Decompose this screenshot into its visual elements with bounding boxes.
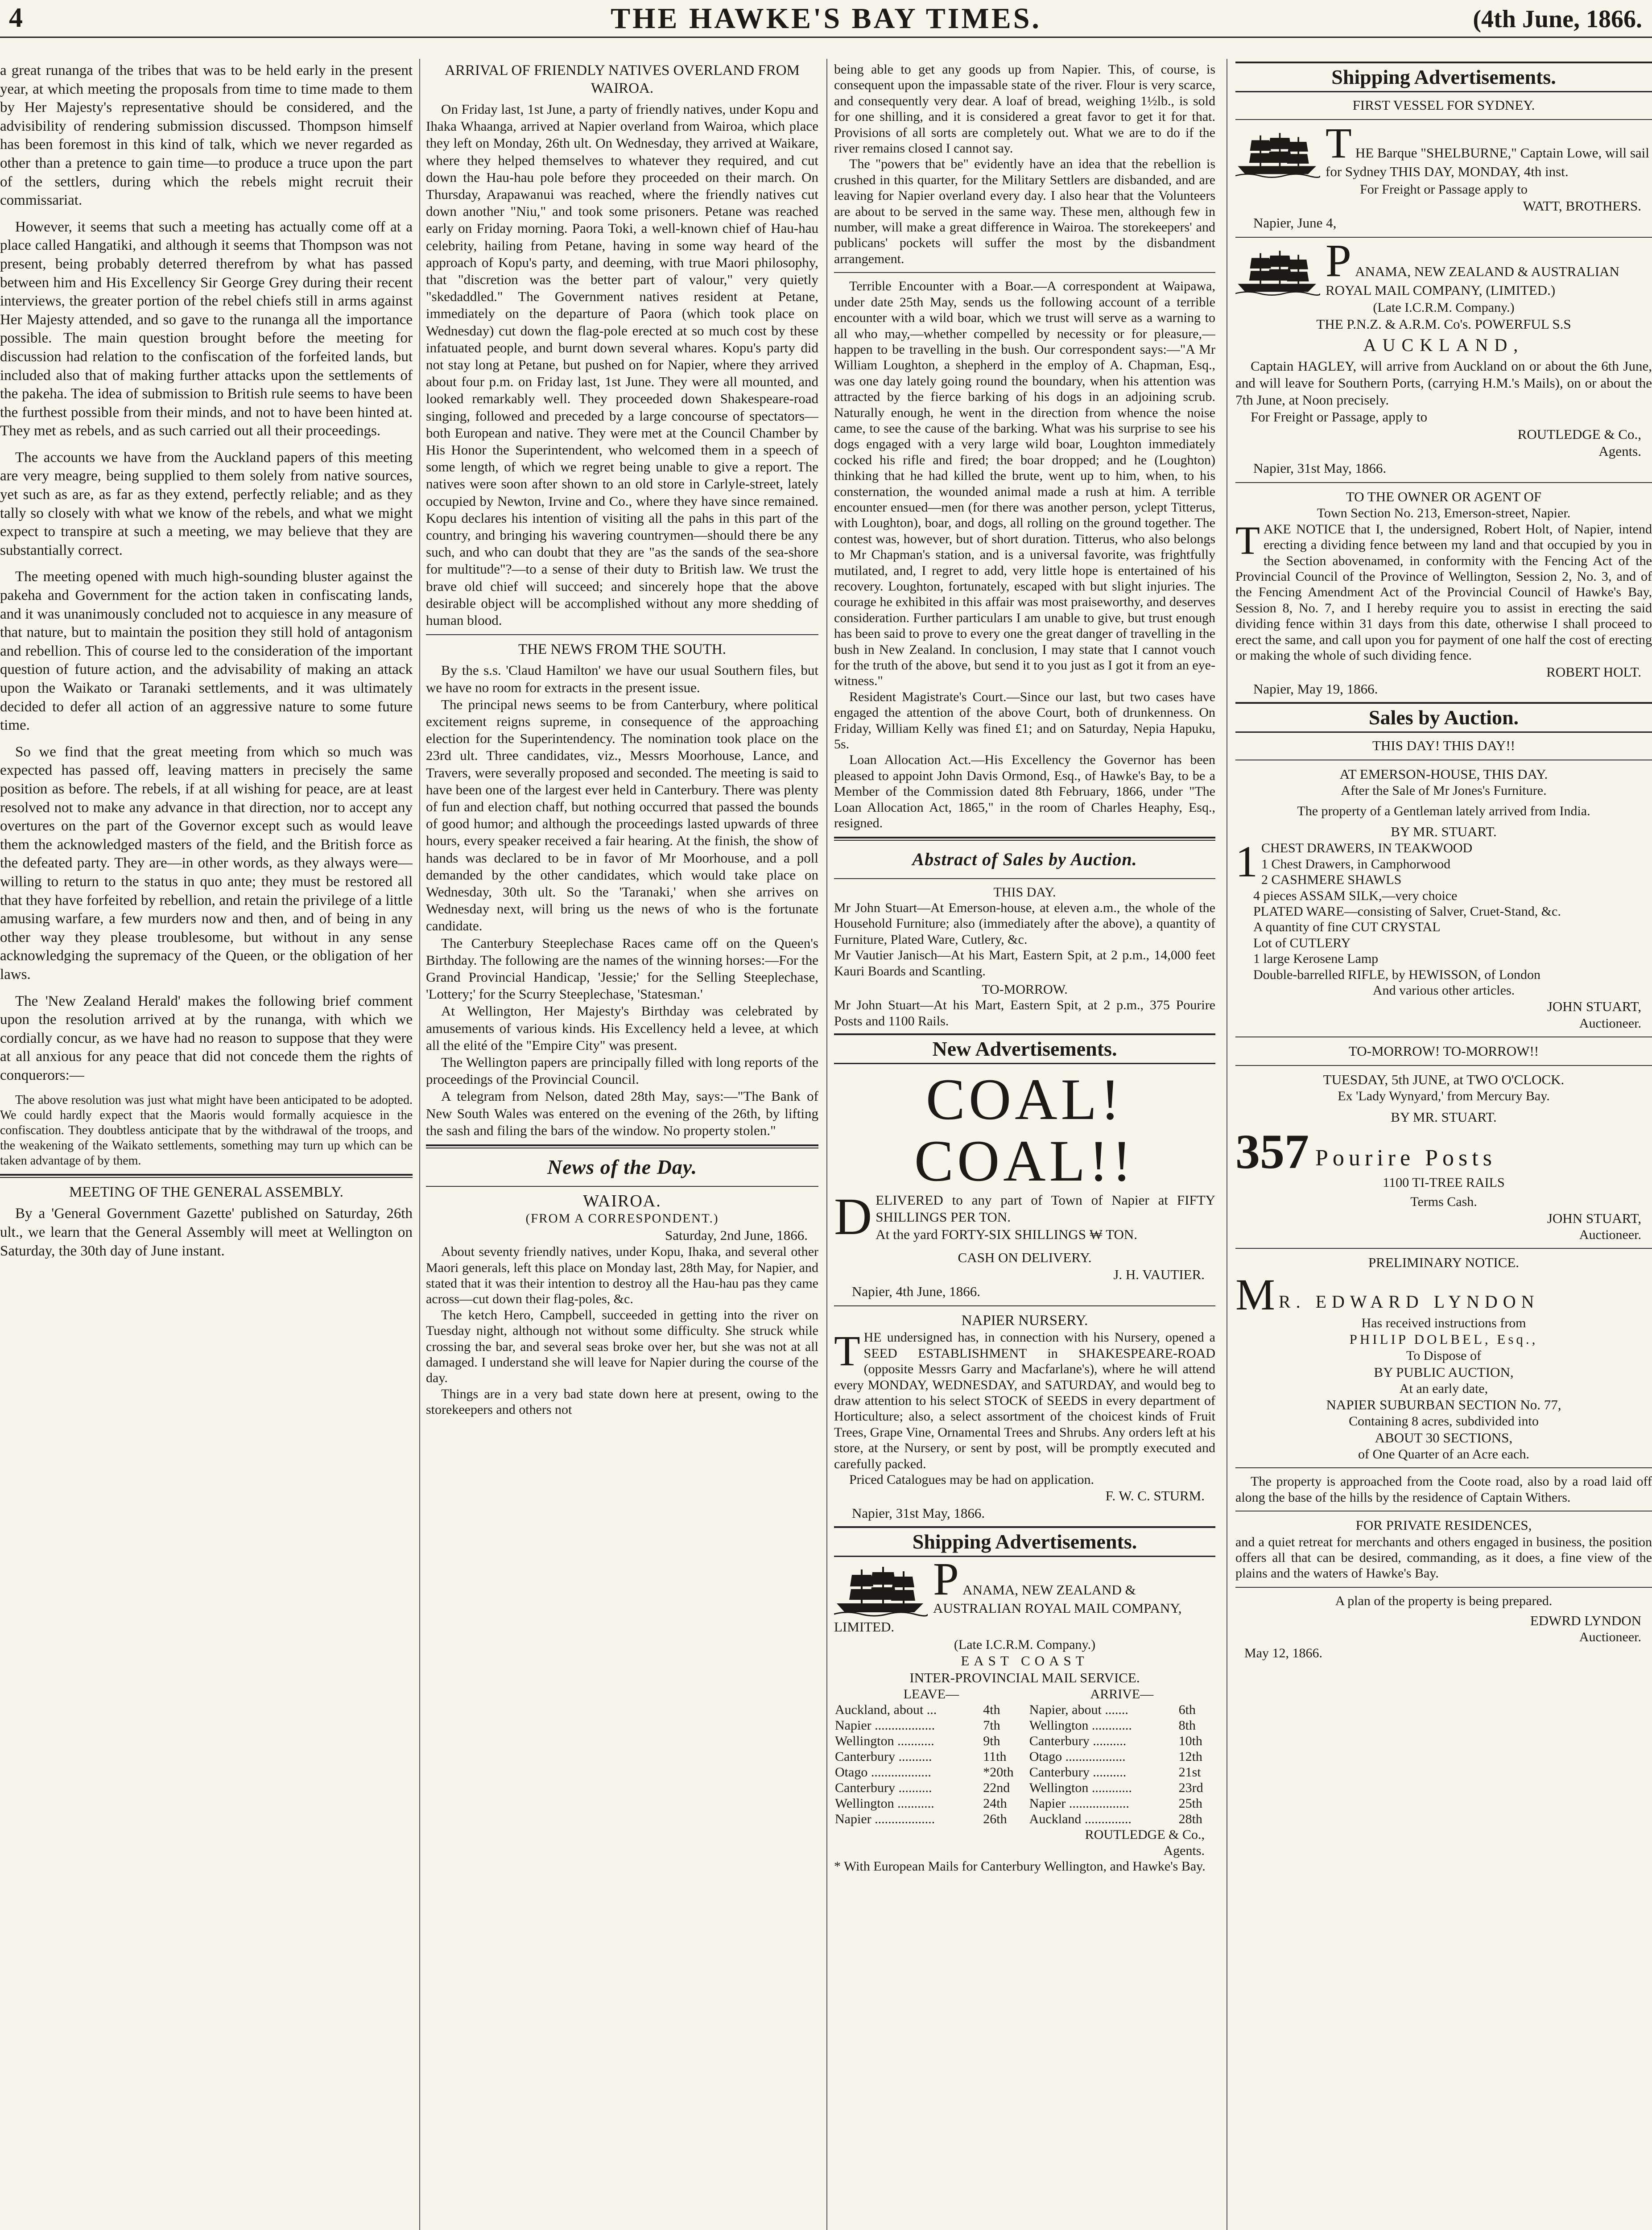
ad-date: Napier, 31st May, 1866. <box>1253 460 1387 476</box>
article-paragraph: The Wellington papers are principally filled with long reports of the proceedings of the Provincial Council. <box>426 1054 818 1087</box>
agents-label: Agents. <box>1163 1843 1205 1858</box>
shelburne-ad <box>1235 119 1652 181</box>
nursery-heading: NAPIER NURSERY. <box>961 1313 1088 1329</box>
article-paragraph: On Friday last, 1st June, a party of friendly natives, under Kopu and Ihaka Whaanga, arrived at Napier overland from Wairoa, which place they left on Monday, 26th ult. On Wednesday, they arrived at Waikare, where they helped themselves to whatever they required, and cut down the Hau-hau pole before they proceeded on their march. On Thursday, Arapawanui was reached, where the friendly natives cut down another "Niu," and took some prisoners. Petane was reached early on Friday morning. Paora Toki, a well-known chief of Hau-hau celebrity, hailing from Petane, having in some way heard of the approach of Kopu's party, and deeming, with true Maori philosophy, that "discretion was the better part of valour," very quietly "skedaddled." The Government natives resident at Petane, immediately on the departure of Paora (which took place on Wednesday) cut down the flag-pole erected at so much cost by these infatuated people, and burnt down several whares. Kopu's party did not stay long at Petane, but pushed on for Napier, where they arrived about four p.m. on Friday last, 1st June. They were all mounted, and looked remarkably well. They proceeded down Shakespeare-road singing, followed and preceded by a large concourse of spectators—both European and native. They were met at the Council Chamber by His Honor the Superintendent, who welcomed them in a speech of some length, of which we regret being unable to give a report. The natives were soon after shown to an old store in Carlyle-street, lately occupied by Newton, Irvine and Co., where they have since remained. Kopu declares his intention of visiting all the pahs in this part of the country, and bringing his wavering countrymen—should there be any such, and who can doubt that they are "as the sands of the sea-shore for multitude"?—to a sense of their duty to British law. We trust the brave old chief will succeed; and sincerely hope that the above desirable object will be accomplished without any more shedding of human blood. <box>426 101 818 628</box>
ad-text: ANAMA, NEW ZEALAND & AUSTRALIAN ROYAL MAIL COMPANY, LIMITED. <box>834 1582 1182 1635</box>
article-paragraph: So we find that the great meeting from which so much was expected has passed off, leaving matters in precisely the same position as before. The rebels, if at all wishing for peace, are at least resolved not to make any advance in that direction, nor to accept any overtures on the part of the Governor except such as would leave them the acknowledged masters of the field, and the British force as the defeated party. They are—in other words, as they always were—willing to return to the status in quo ante; they must be restored all that they have forfeited by rebellion, and retain the privilege of a little amusing warfare, a few murders now and then, and of being in any other way they please troublesome, but without in any sense acknowledging the supremacy of the Queen, or the obligation of her laws. <box>0 743 413 983</box>
article-paragraph: The principal news seems to be from Canterbury, where political excitement reigns supreme, in consequence of the approaching election for the Superintendency. The nomination took place on the 23rd ult. Three candidates, viz., Messrs Moorhouse, Lance, and Travers, were severally proposed and seconded. The meeting is said to have been one of the largest ever held in Canterbury. There was plenty of fun and election chaff, but nothing occurred that passed the bounds of good humor; and although the proceedings lasted upwards of three hours, every speaker received a fair hearing. At the finish, the show of hands was declared to be in favor of Mr Moorhouse, and a poll demanded by the other candidates, which would take place on Wednesday, 30th ult. So the 'Taranaki,' when she arrives on Wednesday next, will bring us the news of who is the fortunate candidate. <box>426 696 818 934</box>
article-paragraph: Terrible Encounter with a Boar.—A correspondent at Waipawa, under date 25th May, sends us the following account of a terrible encounter with a wild boar, which we trust will serve as a warning to all who may,—whether compelled by necessity or for pleasure,—happen to be travelling in the bush. Our correspondent says:—"A Mr William Loughton, a shepherd in the employ of A. Chapman, Esq., was one day lately going round the boundary, when his attention was attracted by the fierce barking of his dogs in an adjoining scrub. Naturally enough, he went in the direction from whence the noise came, to see the cause of the barking. What was his surprise to see his dogs engaged with a very large wild boar, Loughton immediately cocked his rifle and fired; the boar dropped; and he (Loughton) thinking that he had killed the brute, went up to him, when, to his consternation, the wounded animal made a rush at him. A terrible encounter ensued—men (for there was another person, yclept Titterus, with Loughton), boar, and dogs, all rolling on the ground together. The contest was, however, but of short duration. Titterus, who also belongs to Mr Chapman's station, and is a universal favorite, was frightfully mutilated, and, I regret to add, very little hope is entertained of his recovery. Loughton, fortunately, escaped with but slight injuries. The courage he exhibited in this affair was most praiseworthy, and deserves consideration. Further particulars I am unable to give, but trust enough has been said to prove to every one the great danger of travelling in the bush in New Zealand. In conclusion, I may state that I cannot vouch for the truth of the above, but send it to you just as I got it from an eye-witness." <box>834 279 1215 689</box>
table-cell: 21st <box>1178 1765 1201 1780</box>
nursery-ad <box>834 1327 1215 1472</box>
advertiser-name: J. H. VAUTIER. <box>1113 1266 1205 1282</box>
auctioneer-line: BY MR. STUART. <box>1391 824 1497 840</box>
article-paragraph: However, it seems that such a meeting has actually come off at a place called Hangatiki, and although it seems that Thompson was not present, being probably deterred therefrom by what has passed between him and His Excellency Sir George Grey during their recent interviews, the greater portion of the rebel chiefs still in arms against Her Majesty attended, and so gave to the runanga all the importance possible. The main question brought before the meeting for discussion had relation to the confiscation of the forfeited lands, but included also that of making further attacks upon the settlements of the pakeha. The idea of submission to British rule seems to have been the furthest possible from their minds, and not to have been hinted at. They met as rebels, and as such carried out all their proceedings. <box>0 219 413 439</box>
ad-text: of One Quarter of an Acre each. <box>1358 1447 1529 1462</box>
table-cell: Canterbury .......... <box>835 1780 932 1796</box>
ad-text: Containing 8 acres, subdivided into <box>1349 1414 1539 1429</box>
article-paragraph: being able to get any goods up from Napier. This, of course, is consequent upon the impassable state of the river. Flour is very scarce, and consequently very dear. A loaf of bread, weighing 1½lb., is sold for one shilling, and it is considered a great favor to get it for that. Provisions of all sorts are completely out. What we are to do if the river remains closed I cannot say. <box>834 62 1215 156</box>
column-divider <box>419 59 420 2230</box>
sale-note: After the Sale of Mr Jones's Furniture. <box>1341 783 1547 798</box>
advertiser-name: JOHN STUART, <box>1547 999 1641 1015</box>
auctioneer-line: BY MR. STUART. <box>1391 1109 1497 1125</box>
table-cell: Canterbury .......... <box>835 1749 932 1764</box>
section-rule <box>426 1144 818 1148</box>
lyndon-heading <box>1235 1269 1652 1319</box>
this-day-label: THIS DAY! THIS DAY!! <box>1372 737 1516 753</box>
section-rule <box>834 1305 1215 1306</box>
ad-text: Has received instructions from <box>1361 1315 1526 1330</box>
column-2 <box>426 62 818 2230</box>
drop-cap: T <box>1326 119 1352 167</box>
article-paragraph: The accounts we have from the Auckland papers of this meeting are very meagre, being supplied to them solely from native sources, yet such as are, as far as they extend, perfectly reliable; and as they tally so closely with what we know of the rebels, and what we might expect to transpire at such a meeting, we may believe that they are substantially correct. <box>0 449 413 558</box>
table-cell: 28th <box>1178 1812 1202 1827</box>
table-cell: 7th <box>983 1718 1000 1733</box>
lot-description: Pourire Posts <box>1315 1145 1496 1171</box>
table-cell: Auckland .............. <box>1029 1812 1132 1827</box>
posts-lot <box>1235 1124 1652 1179</box>
column-3 <box>834 62 1215 2230</box>
table-row <box>834 1811 1215 1827</box>
ad-text: BY PUBLIC AUCTION, <box>1374 1364 1514 1380</box>
list-item: 4 pieces ASSAM SILK,—very choice <box>1253 888 1458 903</box>
table-cell: Otago .................. <box>835 1765 931 1780</box>
shipping-advertisements-heading: Shipping Advertisements. <box>1235 62 1652 92</box>
sale-note: The property of a Gentleman lately arrived from India. <box>1297 803 1590 818</box>
table-cell: 10th <box>1178 1734 1202 1749</box>
ad-text: HE undersigned has, in connection with his Nursery, opened a SEED ESTABLISHMENT in SHAKESPEARE-ROAD (opposite Messrs Garry and Macfarlane's), where he will attend every MONDAY, WEDNESDAY, and SATURDAY, and would beg to draw attention to his select STOCK of SEEDS in every department of Horticulture; also, a select assortment of the choicest kinds of Fruit Trees, Grape Vine, Ornamental Trees and Shrubs. Any orders left at his store, at the Nursery, or sent by post, will be promptly executed and carefully packed. <box>834 1330 1215 1471</box>
shipping-advertisements-heading: Shipping Advertisements. <box>834 1526 1215 1557</box>
article-paragraph: About seventy friendly natives, under Kopu, Ihaka, and several other Maori generals, left this place on Monday last, 28th May, for Napier, and stated that it was their intention to destroy all the Hau-hau pas they came across—cut down their flag-poles, &c. <box>426 1244 818 1307</box>
drop-cap: T <box>1235 518 1260 563</box>
table-cell: Auckland, about ... <box>835 1702 937 1718</box>
ad-text: Captain HAGLEY, will arrive from Auckland on or about the 6th June, and will leave for Southern Ports, (carrying H.M.'s Mails), on or about the 7th June, at Noon precisely. <box>1235 358 1652 408</box>
ad-text: At the yard FORTY-SIX SHILLINGS ₩ TON. <box>876 1226 1138 1242</box>
list-item: 1 Chest Drawers, in Camphorwood <box>1261 856 1451 871</box>
table-header: LEAVE— <box>903 1687 959 1702</box>
article-paragraph: A telegram from Nelson, dated 28th May, says:—"The Bank of New South Wales was entered on the evening of the 26th, by lifting the sash and filing the bars of the window. No property stolen." <box>426 1088 818 1138</box>
section-rule <box>1235 1065 1652 1066</box>
table-row <box>834 1702 1215 1718</box>
mail-service-title: INTER-PROVINCIAL MAIL SERVICE. <box>909 1670 1140 1686</box>
first-vessel-heading: FIRST VESSEL FOR SYDNEY. <box>1352 97 1535 113</box>
table-row <box>834 1749 1215 1764</box>
list-item: CHEST DRAWERS, IN TEAKWOOD <box>1261 841 1473 856</box>
section-rule <box>834 272 1215 273</box>
list-item: PLATED WARE—consisting of Salver, Cruet-Stand, &c. <box>1253 904 1561 919</box>
ad-text: ELIVERED to any part of Town of Napier at FIFTY SHILLINGS PER TON. <box>876 1192 1215 1225</box>
section-rule <box>834 878 1215 879</box>
article-paragraph: Loan Allocation Act.—His Excellency the Governor has been pleased to appoint John Davis Ormond, Esq., of Hawke's Bay, to be a Member of the Commission dated 8th February, 1866, under "The Loan Allocation Act, 1865," in the room of Charles Heaphy, Esq., resigned. <box>834 752 1215 831</box>
quoted-comment: The above resolution was just what might have been anticipated to be adopted. We could hardly expect that the Maoris would formally acquiesce in the confiscation. They doubtless anticipate that by the withdrawal of the troops, and the weakening of the Waikato settlements, something may turn up which can be taken advantage of by them. <box>0 1093 413 1168</box>
sale-listing: Mr Vautier Janisch—At his Mart, Eastern Spit, at 2 p.m., 14,000 feet Kauri Boards and Scantling. <box>834 948 1215 979</box>
schedule-footnote: * With European Mails for Canterbury Wellington, and Hawke's Bay. <box>834 1859 1206 1874</box>
agent-name: ROUTLEDGE & Co., <box>1085 1827 1205 1842</box>
advertiser-name: EDWRD LYNDON <box>1530 1613 1641 1629</box>
cash-on-delivery: CASH ON DELIVERY. <box>958 1249 1092 1265</box>
table-cell: 26th <box>983 1812 1007 1827</box>
table-cell: Wellington ........... <box>835 1796 934 1811</box>
article-paragraph: The Canterbury Steeplechase Races came off on the Queen's Birthday. The following are the names of the winning horses:—For the Grand Provincial Handicap, 'Jessie;' for the Selling Steeplechase, 'Lottery;' for the Scurry Steeplechase, 'Statesman.' <box>426 935 818 1002</box>
ad-text: The property is approached from the Coote road, also by a road laid off along the base of the hills by the residence of Captain Withers. <box>1235 1474 1652 1505</box>
article-paragraph: The meeting opened with much high-sounding bluster against the pakeha and Government for the action taken in confiscating lands, and it was unanimously concluded not to acquiesce in any measure of that nature, but to maintain the position they still hold of antagonism and rebellion. This of course led to the consideration of the important question of future action, and the advisability of making an attack upon the Waikato or Taranaki settlements, and it was ultimately decided to defer all action of an aggressive nature to some future time. <box>0 569 413 734</box>
table-cell: 9th <box>983 1734 1000 1749</box>
coal-headline: COAL! COAL!! <box>914 1066 1136 1194</box>
ad-text: ABOUT 30 SECTIONS, <box>1375 1429 1513 1445</box>
table-cell: Wellington ............ <box>1029 1780 1132 1796</box>
notice-heading: TO THE OWNER OR AGENT OF <box>1346 489 1542 505</box>
table-cell: Otago .................. <box>1029 1749 1126 1764</box>
east-coast: EAST COAST <box>961 1653 1089 1669</box>
table-row <box>834 1796 1215 1811</box>
table-cell: Napier .................. <box>835 1718 935 1733</box>
article-paragraph: By the s.s. 'Claud Hamilton' we have our usual Southern files, but we have no room for extracts in the present issue. <box>426 662 818 695</box>
sale-listing: Mr John Stuart—At Emerson-house, at eleven a.m., the whole of the Household Furniture; also (immediately after the above), a quantity of Furniture, Plated Ware, Cutlery, &c. <box>834 900 1215 947</box>
mail-schedule-table <box>834 1686 1215 1827</box>
fence-notice <box>1235 518 1652 664</box>
lot-list <box>1235 837 1652 998</box>
sale-note: Ex 'Lady Wynyard,' from Mercury Bay. <box>1338 1089 1550 1104</box>
ad-text: THE P.N.Z. & A.R.M. Co's. POWERFUL S.S <box>1316 316 1571 332</box>
auctioneer-name: R. EDWARD LYNDON <box>1278 1291 1540 1312</box>
section-rule <box>426 634 818 635</box>
abstract-sales-heading: Abstract of Sales by Auction. <box>912 849 1137 869</box>
sale-location: AT EMERSON-HOUSE, THIS DAY. <box>1339 766 1548 782</box>
lot-description: 1100 TI-TREE RAILS <box>1383 1175 1505 1190</box>
section-rule <box>1235 482 1652 483</box>
panama-ad <box>834 1553 1215 1637</box>
advertiser-name: WATT, BROTHERS. <box>1523 198 1641 214</box>
drop-cap: D <box>834 1187 872 1246</box>
column-divider <box>826 59 827 2230</box>
ad-text: Priced Catalogues may be had on application. <box>849 1472 1094 1487</box>
tomorrow-label: TO-MORROW. <box>982 982 1068 997</box>
list-item: And various other articles. <box>1372 983 1515 998</box>
table-header: ARRIVE— <box>1090 1687 1154 1702</box>
ad-text: FOR PRIVATE RESIDENCES, <box>1355 1517 1532 1533</box>
section-title: NAPIER SUBURBAN SECTION No. 77, <box>1326 1397 1561 1413</box>
advertiser-name: ROBERT HOLT. <box>1546 664 1641 680</box>
drop-cap: M <box>1235 1269 1275 1319</box>
table-cell: 11th <box>983 1749 1007 1764</box>
article-paragraph: Things are in a very bad state down here at present, owing to the storekeepers and others not <box>426 1386 818 1417</box>
drop-cap: P <box>933 1553 959 1605</box>
sales-by-auction-heading: Sales by Auction. <box>1235 702 1652 733</box>
column-1 <box>0 62 413 2230</box>
ship-icon <box>1235 128 1320 182</box>
ad-date: Napier, 4th June, 1866. <box>852 1284 981 1300</box>
column-4 <box>1235 62 1652 2230</box>
table-cell: 4th <box>983 1702 1000 1718</box>
coal-ad <box>834 1187 1215 1246</box>
ad-text: (Late I.C.R.M. Company.) <box>1373 300 1515 315</box>
tomorrow-label: TO-MORROW! TO-MORROW!! <box>1348 1043 1539 1059</box>
section-rule <box>834 837 1215 841</box>
section-rule <box>1235 119 1652 120</box>
table-cell: 8th <box>1178 1718 1196 1733</box>
ad-text: and a quiet retreat for merchants and others engaged in business, the position offers all that can be desired, commanding, as it does, a fine view of the plains and the waters of Hawke's Bay. <box>1235 1534 1652 1581</box>
newspaper-title: THE HAWKE'S BAY TIMES. <box>611 2 1041 35</box>
table-cell: 6th <box>1178 1702 1196 1718</box>
table-row <box>834 1764 1215 1780</box>
ad-text: For Freight or Passage, apply to <box>1251 409 1428 425</box>
correspondent-byline: (FROM A CORRESPONDENT.) <box>525 1211 719 1226</box>
headline-friendly-natives: ARRIVAL OF FRIENDLY NATIVES OVERLAND FROM WAIROA. <box>445 62 800 96</box>
headline-general-assembly: MEETING OF THE GENERAL ASSEMBLY. <box>69 1184 343 1201</box>
ad-text: ANAMA, NEW ZEALAND & AUSTRALIAN ROYAL MAIL COMPANY, (LIMITED.) <box>1326 264 1619 298</box>
table-cell: 24th <box>983 1796 1007 1811</box>
table-row <box>834 1780 1215 1796</box>
ship-icon <box>1235 246 1320 299</box>
article-paragraph: At Wellington, Her Majesty's Birthday was celebrated by amusements of various kinds. His Excellency held a levee, at which all the elité of the "Empire City" was present. <box>426 1003 818 1053</box>
advertiser-name: F. W. C. STURM. <box>1105 1488 1205 1504</box>
sale-listing: Mr John Stuart—At his Mart, Eastern Spit, at 2 p.m., 375 Pourire Posts and 1100 Rails. <box>834 998 1215 1028</box>
issue-date: (4th June, 1866. <box>1473 5 1642 33</box>
headline-wairoa: WAIROA. <box>583 1191 661 1210</box>
new-advertisements-heading: New Advertisements. <box>834 1033 1215 1064</box>
article-paragraph: By a 'General Government Gazette' published on Saturday, 26th ult., we learn that the General Assembly will meet at Wellington on Saturday, the 30th day of June instant. <box>0 1206 413 1259</box>
table-cell: 25th <box>1178 1796 1202 1811</box>
masthead-rule <box>0 37 1652 38</box>
ship-icon <box>834 1564 928 1618</box>
headline-news-south: THE NEWS FROM THE SOUTH. <box>518 641 726 658</box>
agent-name: ROUTLEDGE & Co., <box>1517 426 1641 442</box>
table-cell: 22nd <box>983 1780 1010 1796</box>
dateline: Saturday, 2nd June, 1866. <box>665 1227 808 1243</box>
table-cell: Canterbury .......... <box>1029 1734 1127 1749</box>
table-cell: *20th <box>983 1765 1014 1780</box>
article-paragraph: a great runanga of the tribes that was to be held early in the present year, at which meeting the proposals from time to time made to them by Her Majesty's representative should be considered, and the advisibility of rendering submission discussed. Thompson himself has been foremost in this kind of talk, which we never regarded as other than a pretence to gain time—to produce a truce upon the part of the settlers, during which the rebels might recruit their commissariat. <box>0 62 413 209</box>
section-rule <box>0 1174 413 1178</box>
panama-ad <box>1235 235 1652 300</box>
client-name: PHILIP DOLBEL, Esq., <box>1349 1331 1538 1347</box>
table-row <box>834 1718 1215 1733</box>
drop-cap: T <box>834 1327 860 1375</box>
section-rule <box>1235 237 1652 238</box>
section-rule <box>1235 1587 1652 1588</box>
steamer-name: AUCKLAND, <box>1363 334 1524 355</box>
table-cell: Canterbury .......... <box>1029 1765 1127 1780</box>
section-rule <box>1235 1467 1652 1468</box>
table-row <box>834 1733 1215 1749</box>
table-cell: Wellington ............ <box>1029 1718 1132 1733</box>
page-number: 4 <box>9 3 23 33</box>
article-paragraph: The "powers that be" evidently have an idea that the rebellion is crushed in this quarter, for the Military Settlers are disbanded, and are leaving for Napier overland every day. I also hear that the Volunteers are about to be served in the same way. These men, although few in number, will make a great difference in Wairoa. The storekeepers' and publicans' pockets will suffer the most by the disbandment arrangement. <box>834 157 1215 266</box>
terms-label: Terms Cash. <box>1410 1194 1477 1210</box>
table-cell: 12th <box>1178 1749 1202 1764</box>
table-cell: Napier .................. <box>835 1812 935 1827</box>
notice-subheading: Town Section No. 213, Emerson-street, Napier. <box>1317 506 1571 521</box>
ad-text: At an early date, <box>1399 1381 1488 1396</box>
ad-text: HE Barque "SHELBURNE," Captain Lowe, will sail for Sydney THIS DAY, MONDAY, 4th inst. <box>1326 145 1649 179</box>
article-paragraph: Resident Magistrate's Court.—Since our last, but two cases have engaged the attention of the above Court, both of drunkenness. On Friday, William Kelly was fined £1; and on Saturday, Nepia Hapuku, 5s. <box>834 689 1215 752</box>
lot-count: 357 <box>1235 1124 1309 1179</box>
ad-date: Napier, May 19, 1866. <box>1253 681 1378 697</box>
auctioneer-label: Auctioneer. <box>1579 1227 1641 1243</box>
news-of-the-day-heading: News of the Day. <box>547 1155 698 1178</box>
table-cell: Napier .................. <box>1029 1796 1129 1811</box>
article-paragraph: The ketch Hero, Campbell, succeeded in getting into the river on Tuesday night, although not without some difficulty. She struck while crossing the bar, and several seas broke over her, but she was not at all damaged. I understand she will leave for Napier during the course of the day. <box>426 1307 818 1386</box>
masthead <box>0 0 1652 38</box>
table-cell: Wellington ........... <box>835 1734 934 1749</box>
this-day-label: THIS DAY. <box>993 884 1056 900</box>
advertiser-name: JOHN STUART, <box>1547 1210 1641 1226</box>
auctioneer-label: Auctioneer. <box>1579 1630 1641 1645</box>
section-rule <box>1235 1248 1652 1249</box>
ad-text: To Dispose of <box>1406 1348 1481 1363</box>
ad-date: Napier, 31st May, 1866. <box>852 1505 985 1521</box>
auctioneer-label: Auctioneer. <box>1579 1016 1641 1031</box>
ad-text: A plan of the property is being prepared. <box>1335 1593 1553 1608</box>
table-cell: 23rd <box>1178 1780 1203 1796</box>
list-item: Lot of CUTLERY <box>1253 935 1351 950</box>
list-item: A quantity of fine CUT CRYSTAL <box>1253 920 1441 935</box>
article-paragraph: The 'New Zealand Herald' makes the following brief comment upon the resolution arrived at by the runanga, with which we cordially concur, as we have had no reason to suppose that they were at all anxious for any peace that did not concede them the rights of conquerors:— <box>0 993 413 1083</box>
section-rule <box>426 1186 818 1187</box>
list-item: Double-barrelled RIFLE, by HEWISSON, of London <box>1253 967 1541 982</box>
ad-text: (Late I.C.R.M. Company.) <box>954 1637 1096 1652</box>
list-item: 2 CASHMERE SHAWLS <box>1261 872 1402 888</box>
sale-time: TUESDAY, 5th JUNE, at TWO O'CLOCK. <box>1323 1072 1565 1088</box>
ad-text: For Freight or Passage apply to <box>1360 182 1528 197</box>
ad-date: Napier, June 4, <box>1253 215 1337 231</box>
drop-cap: P <box>1326 235 1351 287</box>
table-cell: Napier, about ....... <box>1029 1702 1128 1718</box>
drop-cap: 1 <box>1235 837 1258 887</box>
agents-label: Agents. <box>1598 443 1641 459</box>
notice-text: AKE NOTICE that I, the undersigned, Robert Holt, of Napier, intend erecting a dividing fence between my land and that occupied by you in the Section abovenamed, in conformity with the Fencing Act of the Provincial Council of the Province of Wellington, Session 2, No. 3, and of the Fencing Amendment Act of the Provincial Council of Hawke's Bay, Session 8, No. 7, and I hereby require you to assist in erecting the said dividing fence within 31 days from this date, otherwise I shall proceed to erect the same, and call upon you for payment of one half the cost of erecting or making the whole of such dividing fence. <box>1235 521 1652 663</box>
table-row <box>834 1686 1215 1702</box>
preliminary-notice: PRELIMINARY NOTICE. <box>1368 1255 1520 1271</box>
list-item: 1 large Kerosene Lamp <box>1253 951 1379 966</box>
ad-date: May 12, 1866. <box>1244 1645 1322 1660</box>
